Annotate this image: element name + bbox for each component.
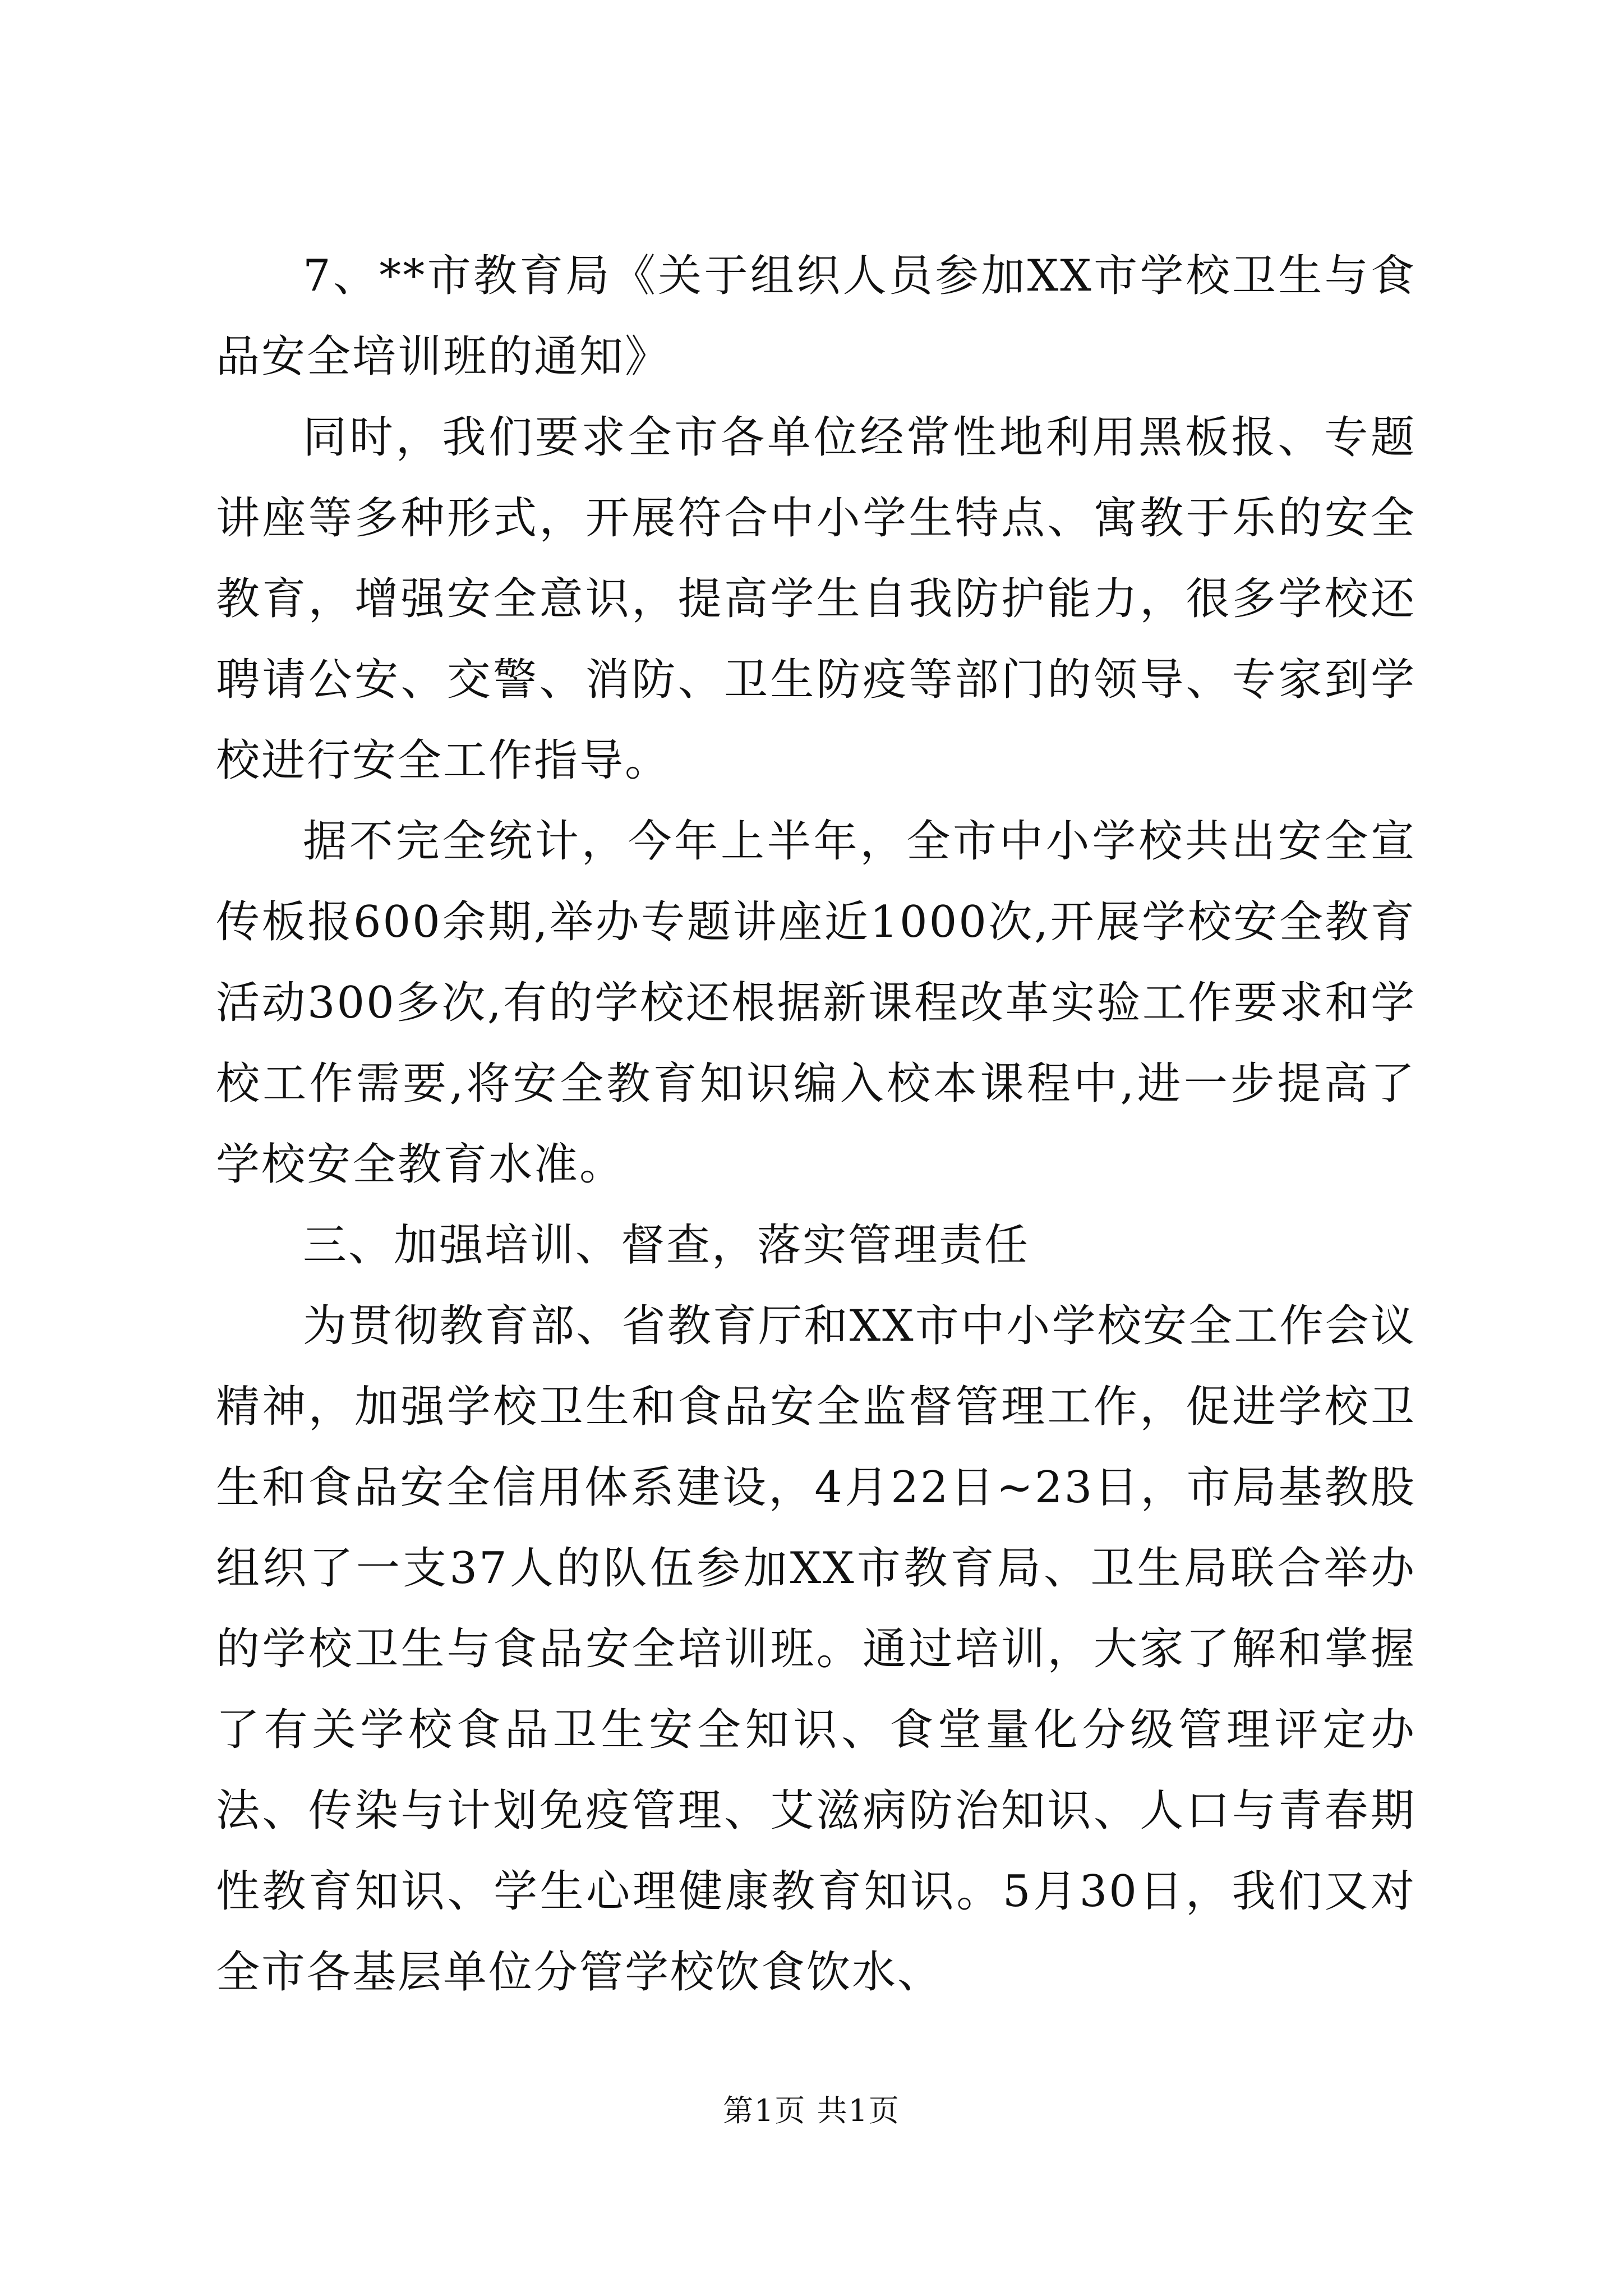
paragraph-safety-education: 同时，我们要求全市各单位经常性地利用黑板报、专题讲座等多种形式，开展符合中小学生特点、寓教于乐的安全教育，增强安全意识，提高学生自我防护能力，很多学校还聘请公安、交警、消防、卫生防疫等部门的领导、专家到学校进行安全工作指导。	[216, 412, 1416, 786]
paragraph-notice-title: 7、**市教育局《关于组织人员参加XX市学校卫生与食品安全培训班的通知》	[216, 251, 1416, 382]
page-footer: 第1页 共1页	[723, 2093, 900, 2128]
paragraph-statistics: 据不完全统计，今年上半年，全市中小学校共出安全宣传板报600余期,举办专题讲座近1000次,开展学校安全教育活动300多次,有的学校还根据新课程改革实验工作要求和学校工作需要,将安全教育知识编入校本课程中,进一步提高了学校安全教育水准。	[216, 816, 1416, 1190]
paragraph-training: 为贯彻教育部、省教育厅和XX市中小学校安全工作会议精神，加强学校卫生和食品安全监督管理工作，促进学校卫生和食品安全信用体系建设，4月22日~23日，市局基教股组织了一支37人的队伍参加XX市教育局、卫生局联合举办的学校卫生与食品安全培训班。通过培训，大家了解和掌握了有关学校食品卫生安全知识、食堂量化分级管理评定办法、传染与计划免疫管理、艾滋病防治知识、人口与青春期性教育知识、学生心理健康教育知识。5月30日，我们又对全市各基层单位分管学校饮食饮水、	[216, 1301, 1416, 1998]
section-heading: 三、加强培训、督查，落实管理责任	[303, 1220, 1030, 1271]
document-body	[216, 236, 1416, 2013]
